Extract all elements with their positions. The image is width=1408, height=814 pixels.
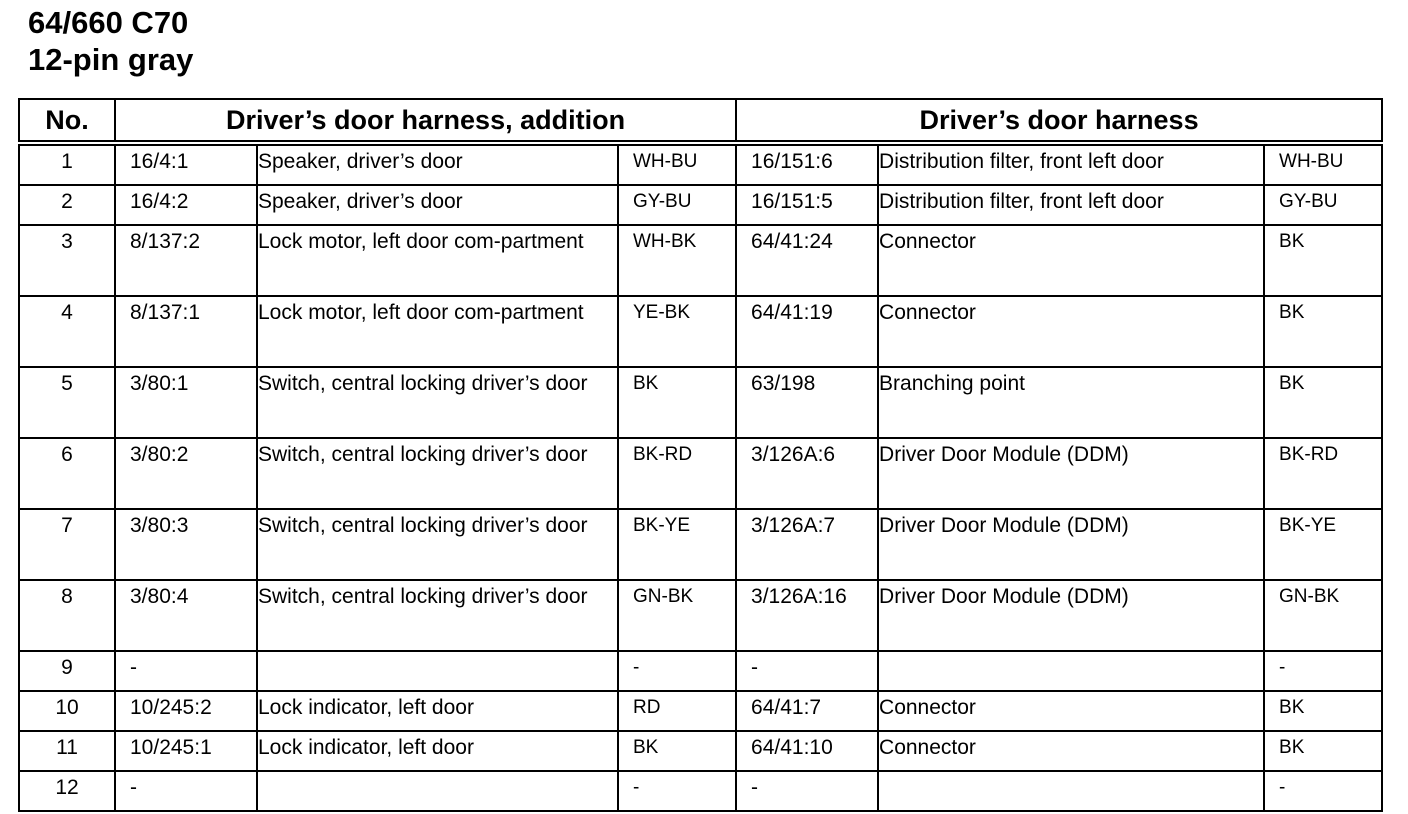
table-row <box>19 691 1382 731</box>
addition-pin-ref: 16/4:1 <box>115 143 257 185</box>
addition-wire-color: - <box>618 771 736 811</box>
connector-description: 12-pin gray <box>28 42 194 77</box>
harness-wire-color: GY-BU <box>1264 185 1382 225</box>
harness-wire-color: - <box>1264 651 1382 691</box>
pin-number: 11 <box>19 731 115 771</box>
pin-number: 12 <box>19 771 115 811</box>
pin-number: 10 <box>19 691 115 731</box>
addition-wire-color: WH-BU <box>618 143 736 185</box>
addition-component: Speaker, driver’s door <box>257 185 618 225</box>
table-row <box>19 225 1382 296</box>
addition-wire-color: YE-BK <box>618 296 736 367</box>
pin-number: 6 <box>19 438 115 509</box>
connector-id: 64/660 C70 <box>28 5 189 40</box>
harness-pin-ref: 63/198 <box>736 367 878 438</box>
addition-pin-ref: 10/245:1 <box>115 731 257 771</box>
addition-component: Lock indicator, left door <box>257 731 618 771</box>
addition-wire-color: BK-YE <box>618 509 736 580</box>
harness-component: Driver Door Module (DDM) <box>878 580 1264 651</box>
addition-wire-color: GN-BK <box>618 580 736 651</box>
harness-wire-color: BK <box>1264 731 1382 771</box>
addition-pin-ref: 16/4:2 <box>115 185 257 225</box>
addition-component: Lock motor, left door com-partment <box>257 296 618 367</box>
harness-component <box>878 771 1264 811</box>
harness-pin-ref: 16/151:6 <box>736 143 878 185</box>
harness-component: Distribution filter, front left door <box>878 143 1264 185</box>
harness-pin-ref: 64/41:24 <box>736 225 878 296</box>
harness-component: Connector <box>878 731 1264 771</box>
table-row <box>19 731 1382 771</box>
harness-wire-color: - <box>1264 771 1382 811</box>
addition-pin-ref: 3/80:3 <box>115 509 257 580</box>
pin-number: 5 <box>19 367 115 438</box>
harness-pin-ref: 3/126A:7 <box>736 509 878 580</box>
harness-pin-ref: 3/126A:16 <box>736 580 878 651</box>
harness-component: Connector <box>878 691 1264 731</box>
header-addition-harness: Driver’s door harness, addition <box>115 99 736 143</box>
addition-component: Lock indicator, left door <box>257 691 618 731</box>
header-no: No. <box>19 99 115 143</box>
addition-pin-ref: 3/80:4 <box>115 580 257 651</box>
addition-pin-ref: 10/245:2 <box>115 691 257 731</box>
document-title <box>28 4 193 78</box>
addition-component: Switch, central locking driver’s door <box>257 438 618 509</box>
table-row <box>19 438 1382 509</box>
pin-number: 7 <box>19 509 115 580</box>
harness-pin-ref: 64/41:7 <box>736 691 878 731</box>
addition-wire-color: RD <box>618 691 736 731</box>
table-row <box>19 143 1382 185</box>
addition-wire-color: WH-BK <box>618 225 736 296</box>
addition-pin-ref: 3/80:1 <box>115 367 257 438</box>
pin-number: 2 <box>19 185 115 225</box>
harness-wire-color: BK <box>1264 367 1382 438</box>
addition-pin-ref: 8/137:1 <box>115 296 257 367</box>
addition-wire-color: - <box>618 651 736 691</box>
table-row <box>19 509 1382 580</box>
harness-component: Branching point <box>878 367 1264 438</box>
addition-pin-ref: 8/137:2 <box>115 225 257 296</box>
addition-component: Speaker, driver’s door <box>257 143 618 185</box>
table-header-row <box>19 99 1382 143</box>
addition-wire-color: BK <box>618 367 736 438</box>
addition-pin-ref: - <box>115 771 257 811</box>
pin-number: 9 <box>19 651 115 691</box>
harness-component <box>878 651 1264 691</box>
addition-wire-color: GY-BU <box>618 185 736 225</box>
addition-component <box>257 651 618 691</box>
pin-number: 1 <box>19 143 115 185</box>
harness-pin-ref: 16/151:5 <box>736 185 878 225</box>
table-row <box>19 185 1382 225</box>
harness-component: Driver Door Module (DDM) <box>878 509 1264 580</box>
harness-wire-color: BK-YE <box>1264 509 1382 580</box>
table-row <box>19 367 1382 438</box>
addition-pin-ref: - <box>115 651 257 691</box>
harness-component: Connector <box>878 225 1264 296</box>
pin-number: 3 <box>19 225 115 296</box>
harness-wire-color: BK <box>1264 296 1382 367</box>
harness-wire-color: BK <box>1264 225 1382 296</box>
pin-number: 4 <box>19 296 115 367</box>
harness-component: Driver Door Module (DDM) <box>878 438 1264 509</box>
addition-component: Switch, central locking driver’s door <box>257 580 618 651</box>
addition-component: Lock motor, left door com-partment <box>257 225 618 296</box>
harness-wire-color: BK <box>1264 691 1382 731</box>
table-row <box>19 580 1382 651</box>
harness-pin-ref: 64/41:10 <box>736 731 878 771</box>
pin-number: 8 <box>19 580 115 651</box>
table-row <box>19 651 1382 691</box>
harness-component: Connector <box>878 296 1264 367</box>
harness-wire-color: WH-BU <box>1264 143 1382 185</box>
addition-component: Switch, central locking driver’s door <box>257 367 618 438</box>
addition-wire-color: BK <box>618 731 736 771</box>
table-row <box>19 296 1382 367</box>
harness-wire-color: GN-BK <box>1264 580 1382 651</box>
addition-component: Switch, central locking driver’s door <box>257 509 618 580</box>
harness-wire-color: BK-RD <box>1264 438 1382 509</box>
harness-pin-ref: - <box>736 771 878 811</box>
harness-pin-ref: - <box>736 651 878 691</box>
table-body <box>19 143 1382 811</box>
addition-wire-color: BK-RD <box>618 438 736 509</box>
harness-pin-ref: 64/41:19 <box>736 296 878 367</box>
pinout-table <box>18 98 1383 812</box>
harness-component: Distribution filter, front left door <box>878 185 1264 225</box>
harness-pin-ref: 3/126A:6 <box>736 438 878 509</box>
header-door-harness: Driver’s door harness <box>736 99 1382 143</box>
addition-pin-ref: 3/80:2 <box>115 438 257 509</box>
addition-component <box>257 771 618 811</box>
table-row <box>19 771 1382 811</box>
